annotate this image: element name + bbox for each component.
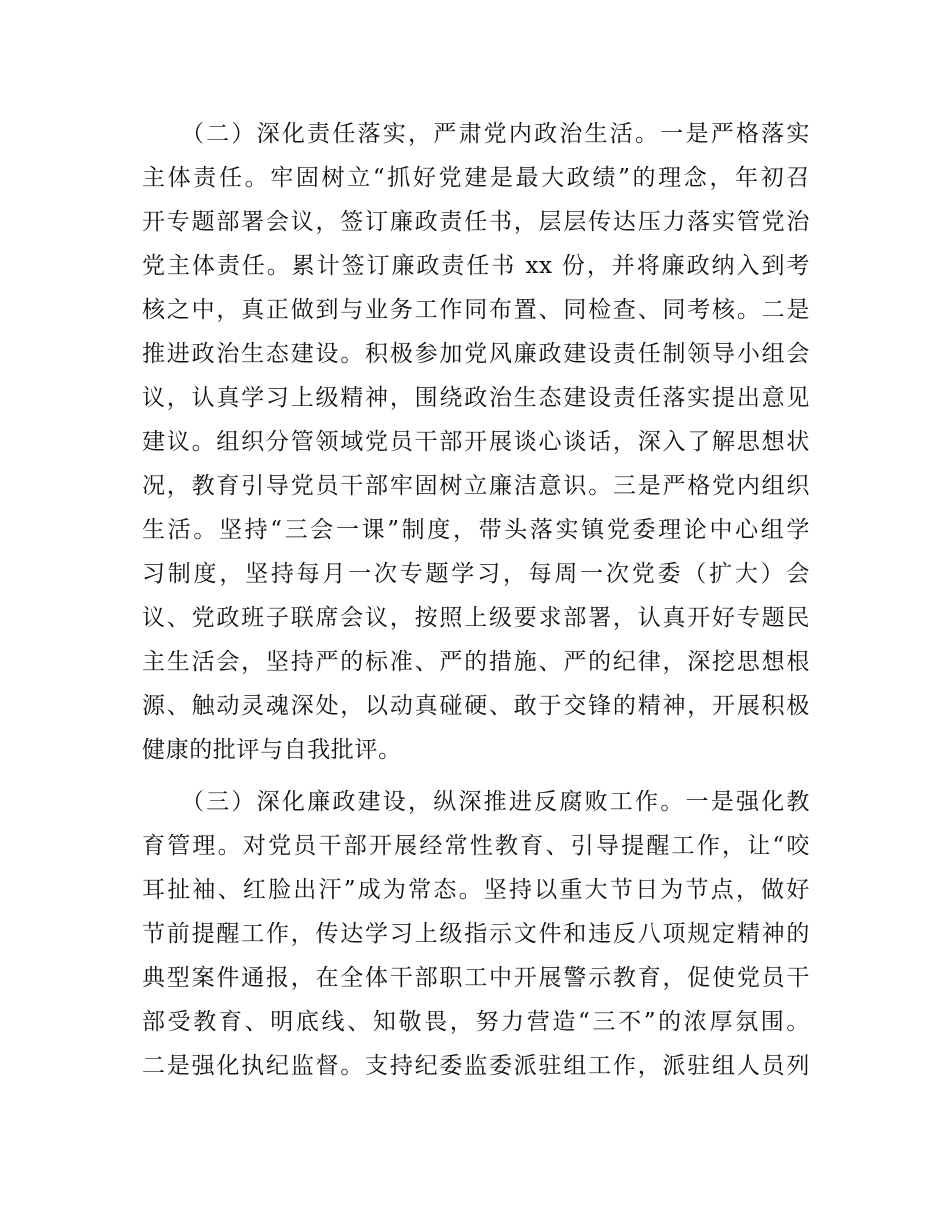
paragraph-line: 议，认真学习上级精神，围绕政治生态建设责任落实提出意见 bbox=[142, 385, 810, 411]
paragraph-line: 生活。坚持“三会一课”制度，带头落实镇党委理论中心组学 bbox=[142, 517, 810, 543]
paragraph-line: 育管理。对党员干部开展经常性教育、引导提醒工作，让“咬 bbox=[142, 833, 810, 859]
paragraph-line: 二是强化执纪监督。支持纪委监委派驻组工作，派驻组人员列 bbox=[142, 1053, 810, 1079]
paragraph-line: 健康的批评与自我批评。 bbox=[142, 737, 402, 763]
paragraph-line: 习制度，坚持每月一次专题学习，每周一次党委（扩大）会 bbox=[142, 561, 810, 587]
paragraph-line: 开专题部署会议，签订廉政责任书，层层传达压力落实管党治 bbox=[142, 209, 810, 235]
paragraph-line: 节前提醒工作，传达学习上级指示文件和违反八项规定精神的 bbox=[142, 921, 810, 947]
paragraph-line: 主生活会，坚持严的标准、严的措施、严的纪律，深挖思想根 bbox=[142, 649, 810, 675]
paragraph-line: 况，教育引导党员干部牢固树立廉洁意识。三是严格党内组织 bbox=[142, 473, 810, 499]
paragraph-line: 核之中，真正做到与业务工作同布置、同检查、同考核。二是 bbox=[142, 297, 810, 323]
paragraph-line: 部受教育、明底线、知敬畏，努力营造“三不”的浓厚氛围。 bbox=[142, 1009, 810, 1035]
paragraph-2-responsibility bbox=[142, 112, 810, 772]
paragraph-line: 耳扯袖、红脸出汗”成为常态。坚持以重大节日为节点，做好 bbox=[142, 877, 810, 903]
paragraph-line: 党主体责任。累计签订廉政责任书 xx 份，并将廉政纳入到考 bbox=[142, 253, 810, 279]
paragraph-line: 议、党政班子联席会议，按照上级要求部署，认真开好专题民 bbox=[142, 605, 810, 631]
document-body bbox=[142, 112, 810, 1088]
paragraph-3-anticorruption bbox=[142, 780, 810, 1088]
paragraph-line: 建议。组织分管领域党员干部开展谈心谈话，深入了解思想状 bbox=[142, 429, 810, 455]
paragraph-line: 推进政治生态建设。积极参加党风廉政建设责任制领导小组会 bbox=[142, 341, 810, 367]
paragraph-line: 主体责任。牢固树立“抓好党建是最大政绩”的理念，年初召 bbox=[142, 165, 810, 191]
paragraph-line: 源、触动灵魂深处，以动真碰硬、敢于交锋的精神，开展积极 bbox=[142, 693, 810, 719]
paragraph-line: （三）深化廉政建设，纵深推进反腐败工作。一是强化教 bbox=[142, 789, 810, 815]
paragraph-spacer bbox=[142, 772, 810, 780]
paragraph-line: 典型案件通报，在全体干部职工中开展警示教育，促使党员干 bbox=[142, 965, 810, 991]
paragraph-line: （二）深化责任落实，严肃党内政治生活。一是严格落实 bbox=[142, 121, 810, 147]
